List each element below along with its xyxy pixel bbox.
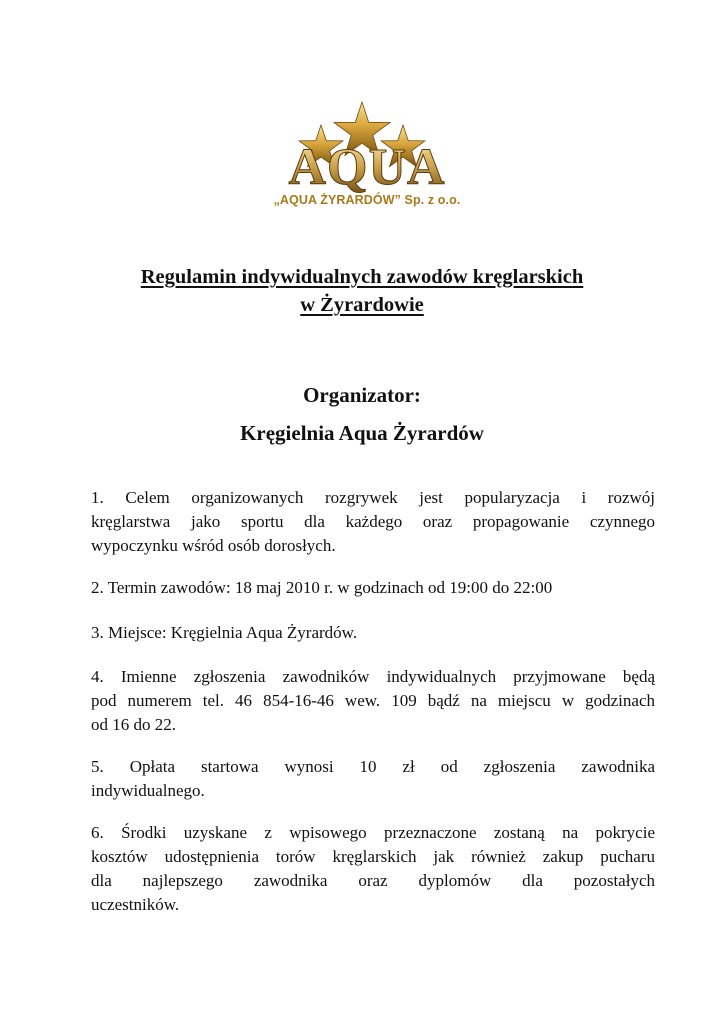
document-title-line-1: Regulamin indywidualnych zawodów kręglarskich [140,266,584,288]
rule-paragraph-4 [91,665,655,737]
paragraph-line: 2. Termin zawodów: 18 maj 2010 r. w godzinach od 19:00 do 22:00 [91,578,553,597]
rule-paragraph-1 [91,486,655,558]
paragraph-line: 5. Opłata startowa wynosi 10 zł od zgłoszenia zawodnika [91,757,655,776]
paragraph-line: 1. Celem organizowanych rozgrywek jest popularyzacja i rozwój [91,488,655,507]
paragraph-line: 3. Miejsce: Kręgielnia Aqua Żyrardów. [91,623,358,642]
paragraph-line: kosztów udostępnienia torów kręglarskich jak również zakup pucharu [91,847,655,866]
rule-paragraph-2 [91,576,655,600]
rule-paragraph-3 [91,621,655,645]
paragraph-line: wypoczynku wśród osób dorosłych. [91,536,336,555]
aqua-wordmark: AQUA [288,139,446,193]
paragraph-line: od 16 do 22. [91,715,176,734]
organizer-label: Organizator: [303,383,421,407]
aqua-logo-graphic [258,88,476,193]
document-title-line-2: w Żyrardowie [300,294,424,316]
paragraph-line: kręglarstwa jako sportu dla każdego oraz propagowanie czynnego [91,512,655,531]
rule-paragraph-6 [91,821,655,917]
organizer-name: Kręgielnia Aqua Żyrardów [240,421,484,445]
paragraph-line: 4. Imienne zgłoszenia zawodników indywidualnych przyjmowane będą [91,667,655,686]
paragraph-line: uczestników. [91,895,180,914]
logo-caption: „AQUA ŻYRARDÓW” Sp. z o.o. [273,193,461,207]
paragraph-line: pod numerem tel. 46 854-16-46 wew. 109 bądź na miejscu w godzinach [91,691,655,710]
paragraph-line: dla najlepszego zawodnika oraz dyplomów dla pozostałych [91,871,655,890]
paragraph-line: 6. Środki uzyskane z wpisowego przeznaczone zostaną na pokrycie [91,823,655,842]
rule-paragraph-5 [91,755,655,803]
paragraph-line: indywidualnego. [91,781,205,800]
